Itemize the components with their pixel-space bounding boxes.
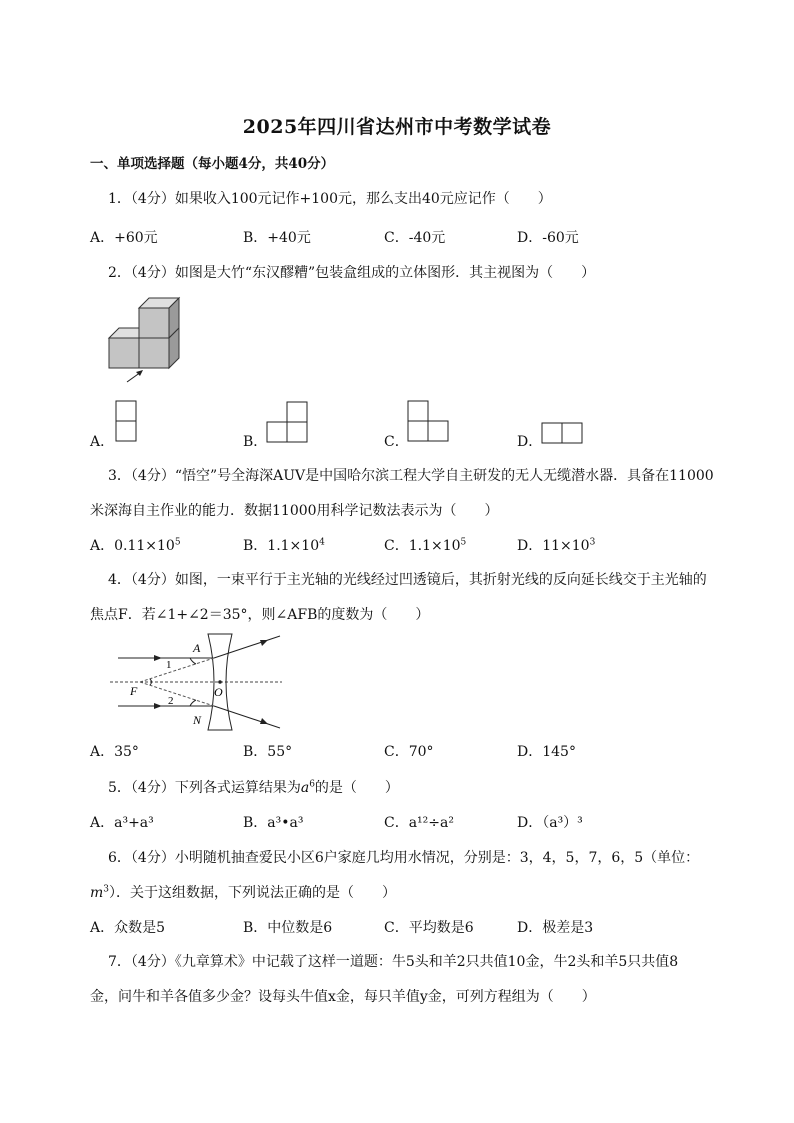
q3-option-a[interactable]: A．$0.11\times 10^5$ — [90, 537, 181, 554]
q6-option-d[interactable]: D．极差是3 — [517, 920, 594, 936]
question-5-stem: 5．（4分）下列各式运算结果为$a^6$的是（ ） — [108, 779, 399, 796]
q3-option-d[interactable]: D．$11\times 10^3$ — [517, 537, 596, 554]
q4-option-c[interactable]: C．70° — [384, 744, 434, 760]
label-n: N — [193, 713, 202, 727]
question-6-stem-line2: $m^3$）．关于这组数据，下列说法正确的是（ ） — [90, 884, 397, 901]
q2-option-d-label[interactable]: D． — [517, 434, 543, 450]
q2-option-b-label[interactable]: B． — [243, 434, 268, 450]
question-2-stem: 2．（4分）如图是大竹“东汉醪糟”包装盒组成的立体图形．其主视图为（ ） — [108, 265, 596, 281]
q2-option-b-figure[interactable] — [266, 401, 309, 443]
q2-option-c-label[interactable]: C． — [384, 434, 409, 450]
q2-option-d-figure[interactable] — [541, 422, 584, 444]
q5-option-d[interactable]: D．（a³）³ — [517, 815, 583, 831]
q1-option-c[interactable]: C．-40元 — [384, 230, 446, 246]
q6-option-c[interactable]: C．平均数是6 — [384, 920, 474, 936]
q1-option-b[interactable]: B．+40元 — [243, 230, 311, 246]
label-f: F — [130, 684, 138, 698]
q3-option-c[interactable]: C．$1.1\times 10^5$ — [384, 537, 467, 554]
q5-option-c[interactable]: C．a¹²÷a² — [384, 815, 454, 831]
label-a: A — [193, 641, 201, 655]
cube-stack-figure — [103, 294, 183, 384]
q2-option-c-figure[interactable] — [407, 400, 450, 442]
question-4-stem-line2: 焦点F．若∠1+∠2＝35°，则∠AFB的度数为（ ） — [90, 607, 430, 623]
question-7-stem-line2: 金，问牛和羊各值多少金？设每头牛值x金，每只羊值y金，可列方程组为（ ） — [90, 989, 596, 1005]
question-4-stem-line1: 4．（4分）如图，一束平行于主光轴的光线经过凹透镜后，其折射光线的反向延长线交于主光轴的 — [108, 572, 707, 588]
q2-option-a-label[interactable]: A． — [90, 434, 115, 450]
q6-option-a[interactable]: A．众数是5 — [90, 920, 166, 936]
question-1-stem: 1．（4分）如果收入100元记作+100元，那么支出40元应记作（ ） — [108, 191, 552, 207]
question-7-stem-line1: 7．（4分）《九章算术》中记载了这样一道题：牛5头和羊2只共值10金，牛2头和羊5只共值8 — [108, 954, 679, 970]
label-angle-2: 2 — [168, 695, 174, 707]
q6-option-b[interactable]: B．中位数是6 — [243, 920, 333, 936]
q4-option-d[interactable]: D．145° — [517, 744, 576, 760]
section-heading: 一、单项选择题（每小题4分，共40分） — [90, 156, 335, 172]
q3-option-b[interactable]: B．$1.1\times 10^4$ — [243, 537, 325, 554]
q2-option-a-figure[interactable] — [115, 400, 137, 442]
question-3-stem-line2: 米深海自主作业的能力．数据11000用科学记数法表示为（ ） — [90, 503, 499, 519]
q4-option-b[interactable]: B．55° — [243, 744, 293, 760]
label-angle-1: 1 — [166, 659, 172, 671]
page-title: 2025年四川省达州市中考数学试卷 — [242, 116, 552, 138]
q1-option-a[interactable]: A．+60元 — [90, 230, 158, 246]
concave-lens-figure — [110, 632, 290, 732]
question-6-stem-line1: 6．（4分）小明随机抽查爱民小区6户家庭几均用水情况，分别是：3，4，5，7，6，5（单位： — [108, 850, 700, 866]
q4-option-a[interactable]: A．35° — [90, 744, 139, 760]
q5-option-b[interactable]: B．a³•a³ — [243, 815, 304, 831]
label-o: O — [214, 685, 223, 699]
q1-option-d[interactable]: D．-60元 — [517, 230, 579, 246]
question-3-stem-line1: 3．（4分）“悟空”号全海深AUV是中国哈尔滨工程大学自主研发的无人无缆潜水器．具备在11000 — [108, 468, 714, 484]
q5-option-a[interactable]: A．a³+a³ — [90, 815, 154, 831]
